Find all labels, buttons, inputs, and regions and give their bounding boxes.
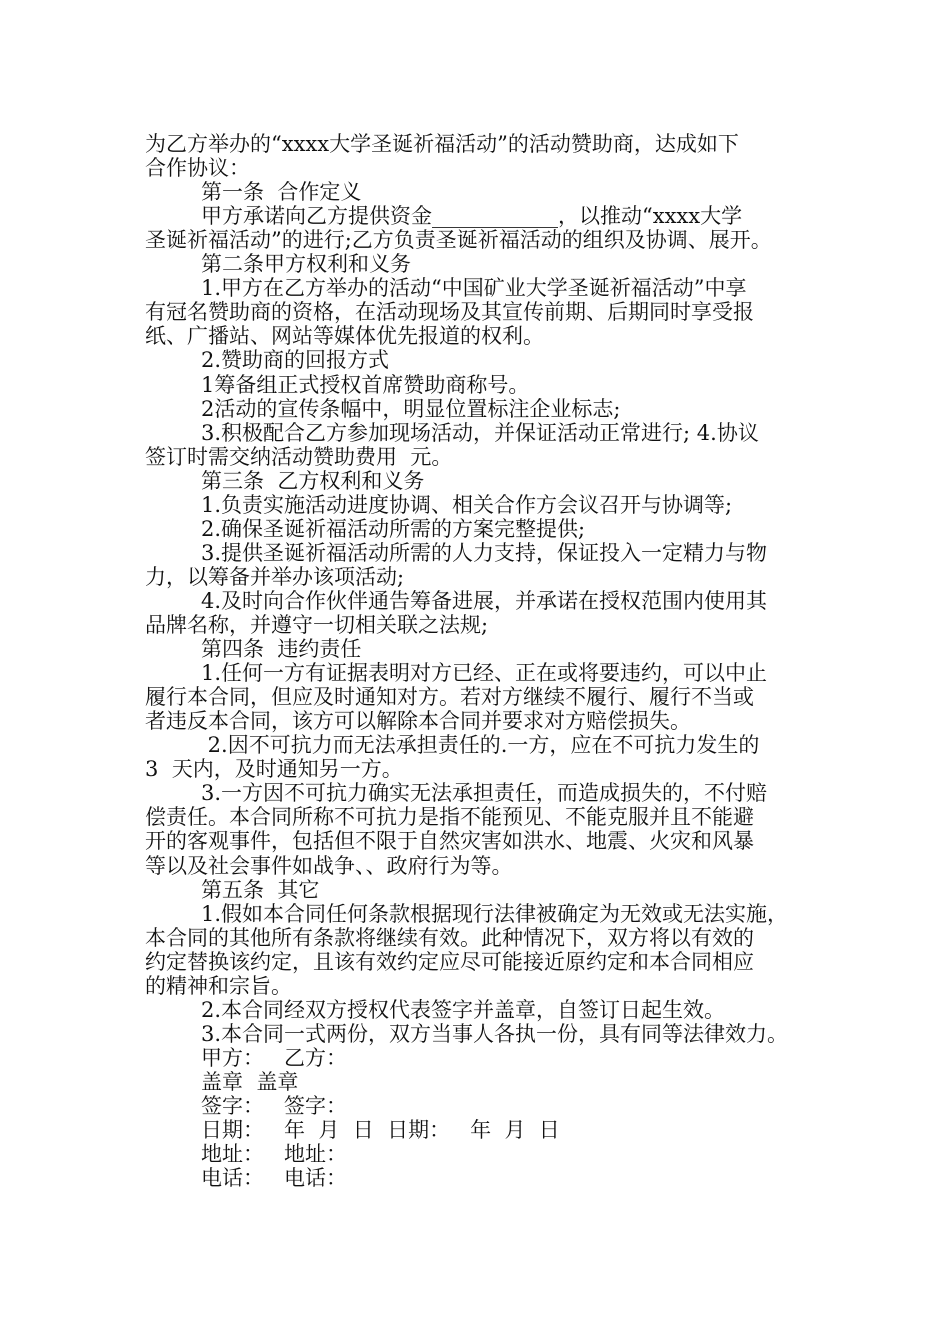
text-line: 本合同的其他所有条款将继续有效。此种情况下，双方将以有效的 xyxy=(145,925,754,950)
text-line: 偿责任。本合同所称不可抗力是指不能预见、不能克服并且不能避 xyxy=(145,805,754,830)
text-line: 1.负责实施活动进度协调、相关合作方会议召开与协调等; xyxy=(201,492,733,517)
text-line: 纸、广播站、网站等媒体优先报道的权利。 xyxy=(145,324,544,349)
text-line: 甲方： 乙方： xyxy=(201,1045,348,1070)
text-line: 合作协议： xyxy=(145,156,250,181)
text-line: 力，以筹备并举办该项活动; xyxy=(145,564,405,589)
text-line: 第二条甲方权利和义务 xyxy=(201,252,411,277)
text-line: 者违反本合同，该方可以解除本合同并要求对方赔偿损失。 xyxy=(145,709,691,734)
text-line: 3.本合同一式两份，双方当事人各执一份，具有同等法律效力。 xyxy=(201,1021,789,1046)
text-line: 的精神和宗旨。 xyxy=(145,973,292,998)
text-line: 2.确保圣诞祈福活动所需的方案完整提供; xyxy=(201,516,586,541)
text-line: 履行本合同，但应及时通知对方。若对方继续不履行、履行不当或 xyxy=(145,685,754,710)
text-line: 品牌名称，并遵守一切相关联之法规; xyxy=(145,613,489,637)
text-line: 1.甲方在乙方举办的活动“中国矿业大学圣诞祈福活动”中享 xyxy=(201,276,747,301)
text-line: 开的客观事件，包括但不限于自然灾害如洪水、地震、火灾和风暴 xyxy=(145,829,754,854)
text-line: 地址： 地址： xyxy=(201,1142,348,1167)
text-line: 有冠名赞助商的资格，在活动现场及其宣传前期、后期同时享受报 xyxy=(145,300,754,325)
text-line: 3.积极配合乙方参加现场活动，并保证活动正常进行; 4.协议 xyxy=(201,420,759,445)
text-line: 1.任何一方有证据表明对方已经、正在或将要违约，可以中止 xyxy=(201,661,768,686)
text-line: 2.赞助商的回报方式 xyxy=(201,348,390,373)
text-line: 第四条 违约责任 xyxy=(201,637,362,662)
text-line: 3.一方因不可抗力确实无法承担责任，而造成损失的，不付赔 xyxy=(201,781,768,806)
text-line: 4.及时向合作伙伴通告筹备进展，并承诺在授权范围内使用其 xyxy=(201,588,768,613)
text-line: 第五条 其它 xyxy=(201,877,320,902)
text-line: 第三条 乙方权利和义务 xyxy=(201,468,425,493)
text-line: 2活动的宣传条幅中，明显位置标注企业标志; xyxy=(201,396,621,421)
text-line: 电话： 电话： xyxy=(201,1166,348,1191)
text-line: 签字： 签字： xyxy=(201,1094,348,1118)
text-line: 盖章 盖章 xyxy=(201,1069,299,1094)
text-line: 1.假如本合同任何条款根据现行法律被确定为无效或无法实施， xyxy=(201,901,789,926)
text-line: 签订时需交纳活动赞助费用 元。 xyxy=(145,444,453,469)
text-line: 3 天内，及时通知另一方。 xyxy=(145,757,403,782)
text-line: 为乙方举办的“xxxx大学圣诞祈福活动”的活动赞助商，达成如下 xyxy=(145,132,739,156)
text-line: 圣诞祈福活动”的进行;乙方负责圣诞祈福活动的组织及协调、展开。 xyxy=(145,228,772,253)
text-line: 甲方承诺向乙方提供资金____________，以推动“xxxx大学 xyxy=(201,204,743,229)
text-line: 3.提供圣诞祈福活动所需的人力支持，保证投入一定精力与物 xyxy=(201,540,768,565)
text-line: 2.因不可抗力而无法承担责任的.一方，应在不可抗力发生的 xyxy=(201,733,760,758)
text-line: 约定替换该约定，且该有效约定应尽可能接近原约定和本合同相应 xyxy=(145,949,754,974)
text-line: 1筹备组正式授权首席赞助商称号。 xyxy=(201,372,530,397)
text-line: 第一条 合作定义 xyxy=(201,180,362,205)
text-line: 日期： 年 月 日 日期： 年 月 日 xyxy=(201,1118,560,1143)
text-line: 2.本合同经双方授权代表签字并盖章，自签订日起生效。 xyxy=(201,997,726,1022)
text-line: 等以及社会事件如战争、、政府行为等。 xyxy=(145,853,513,878)
